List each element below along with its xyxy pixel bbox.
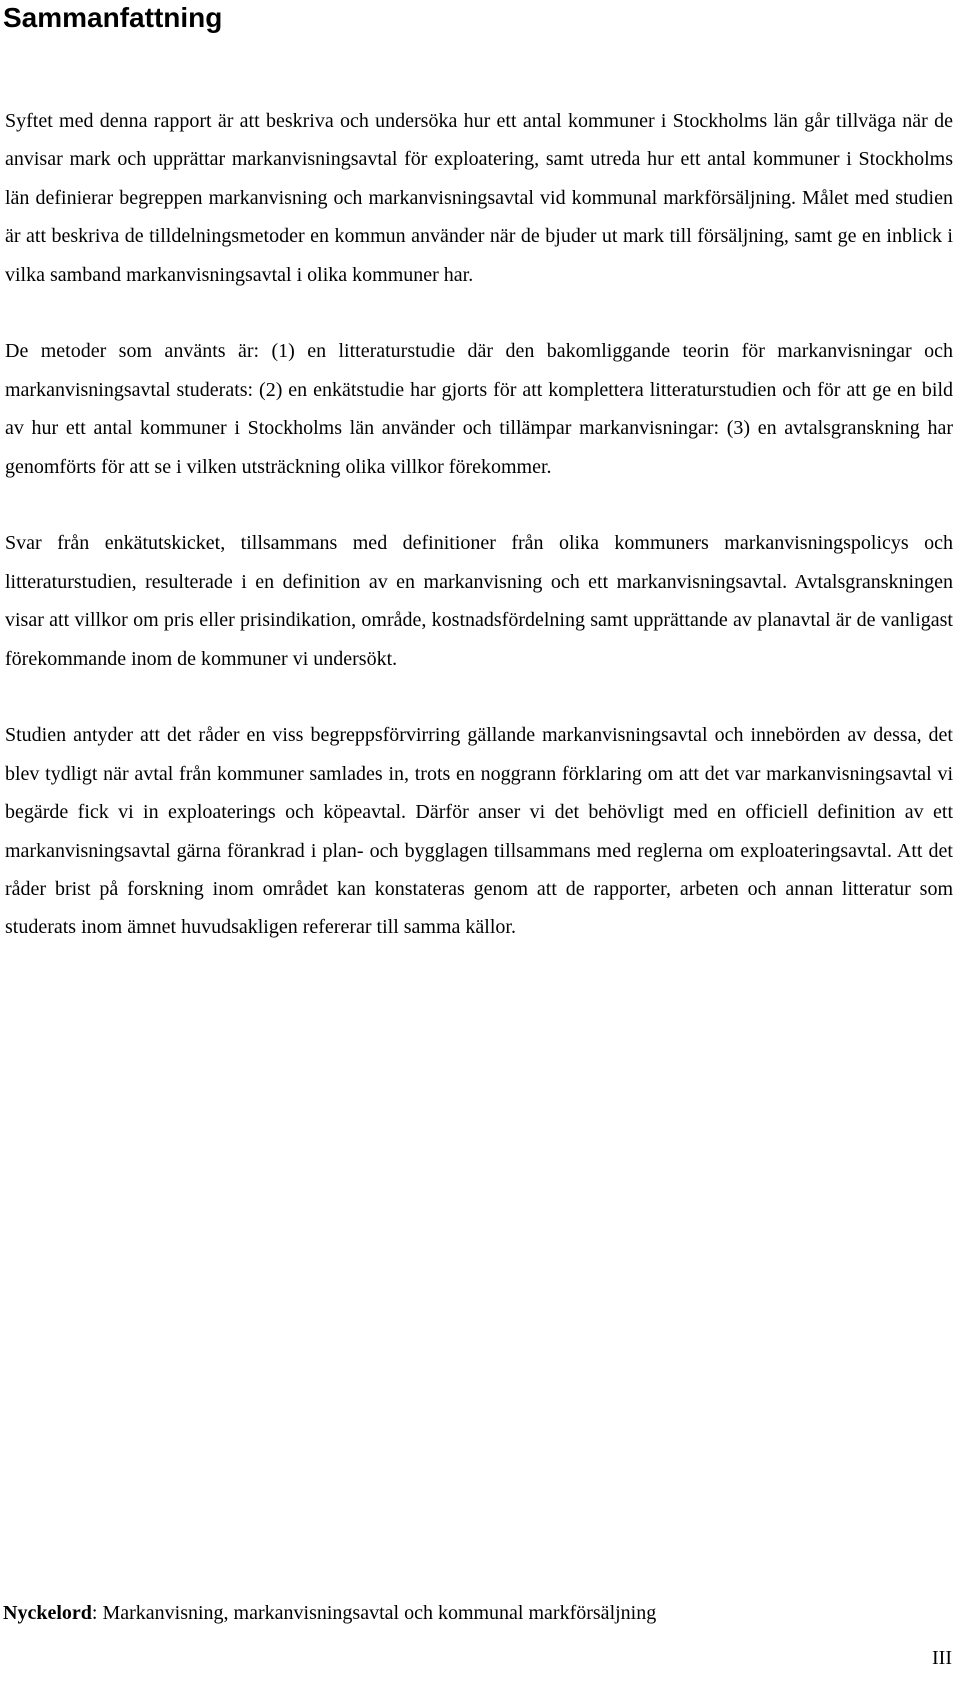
page-number: III	[932, 1647, 952, 1669]
page-title: Sammanfattning	[3, 2, 223, 33]
keywords-text: Markanvisning, markanvisningsavtal och kommunal markförsäljning	[102, 1602, 657, 1624]
keywords-separator: :	[91, 1602, 103, 1624]
paragraph-results: Svar från enkätutskicket, tillsammans med definitioner från olika kommuners markanvisningspolicys och litteraturstudien, resulterade i en definition av en markanvisning och ett markanvisningsavtal. Avtalsgranskningen visar att villkor om pris eller prisindikation, område, kostnadsfördelning samt upprättande av planavtal är de vanligast förekommande inom de kommuner vi undersökt.	[5, 532, 953, 670]
paragraph-methods: De metoder som använts är: (1) en litteraturstudie där den bakomliggande teorin för markanvisningar och markanvisningsavtal studerats: (2) en enkätstudie har gjorts för att komplettera litteraturstudien och för att ge en bild av hur ett antal kommuner i Stockholms län använder och tillämpar markanvisningar: (3) en avtalsgranskning har genomförts för att se i vilken utsträckning olika villkor förekommer.	[5, 340, 953, 478]
keywords-line	[3, 1600, 656, 1626]
summary-body	[5, 102, 953, 985]
paragraph-conclusion: Studien antyder att det råder en viss begreppsförvirring gällande markanvisningsavtal och innebörden av dessa, det blev tydligt när avtal från kommuner samlades in, trots en noggrann förklaring om att det var markanvisningsavtal vi begärde fick vi in exploaterings och köpeavtal. Därför anser vi det behövligt med en officiell definition av ett markanvisningsavtal gärna förankrad i plan- och bygglagen tillsammans med reglerna om exploateringsavtal. Att det råder brist på forskning inom området kan konstateras genom att de rapporter, arbeten och annan litteratur som studerats inom ämnet huvudsakligen refererar till samma källor.	[5, 724, 953, 939]
paragraph-purpose: Syftet med denna rapport är att beskriva och undersöka hur ett antal kommuner i Stockholms län går tillväga när de anvisar mark och upprättar markanvisningsavtal för exploatering, samt utreda hur ett antal kommuner i Stockholms län definierar begreppen markanvisning och markanvisningsavtal vid kommunal markförsäljning. Målet med studien är att beskriva de tilldelningsmetoder en kommun använder när de bjuder ut mark till försäljning, samt ge en inblick i vilka samband markanvisningsavtal i olika kommuner har.	[5, 110, 953, 286]
keywords-label: Nyckelord	[3, 1602, 92, 1624]
